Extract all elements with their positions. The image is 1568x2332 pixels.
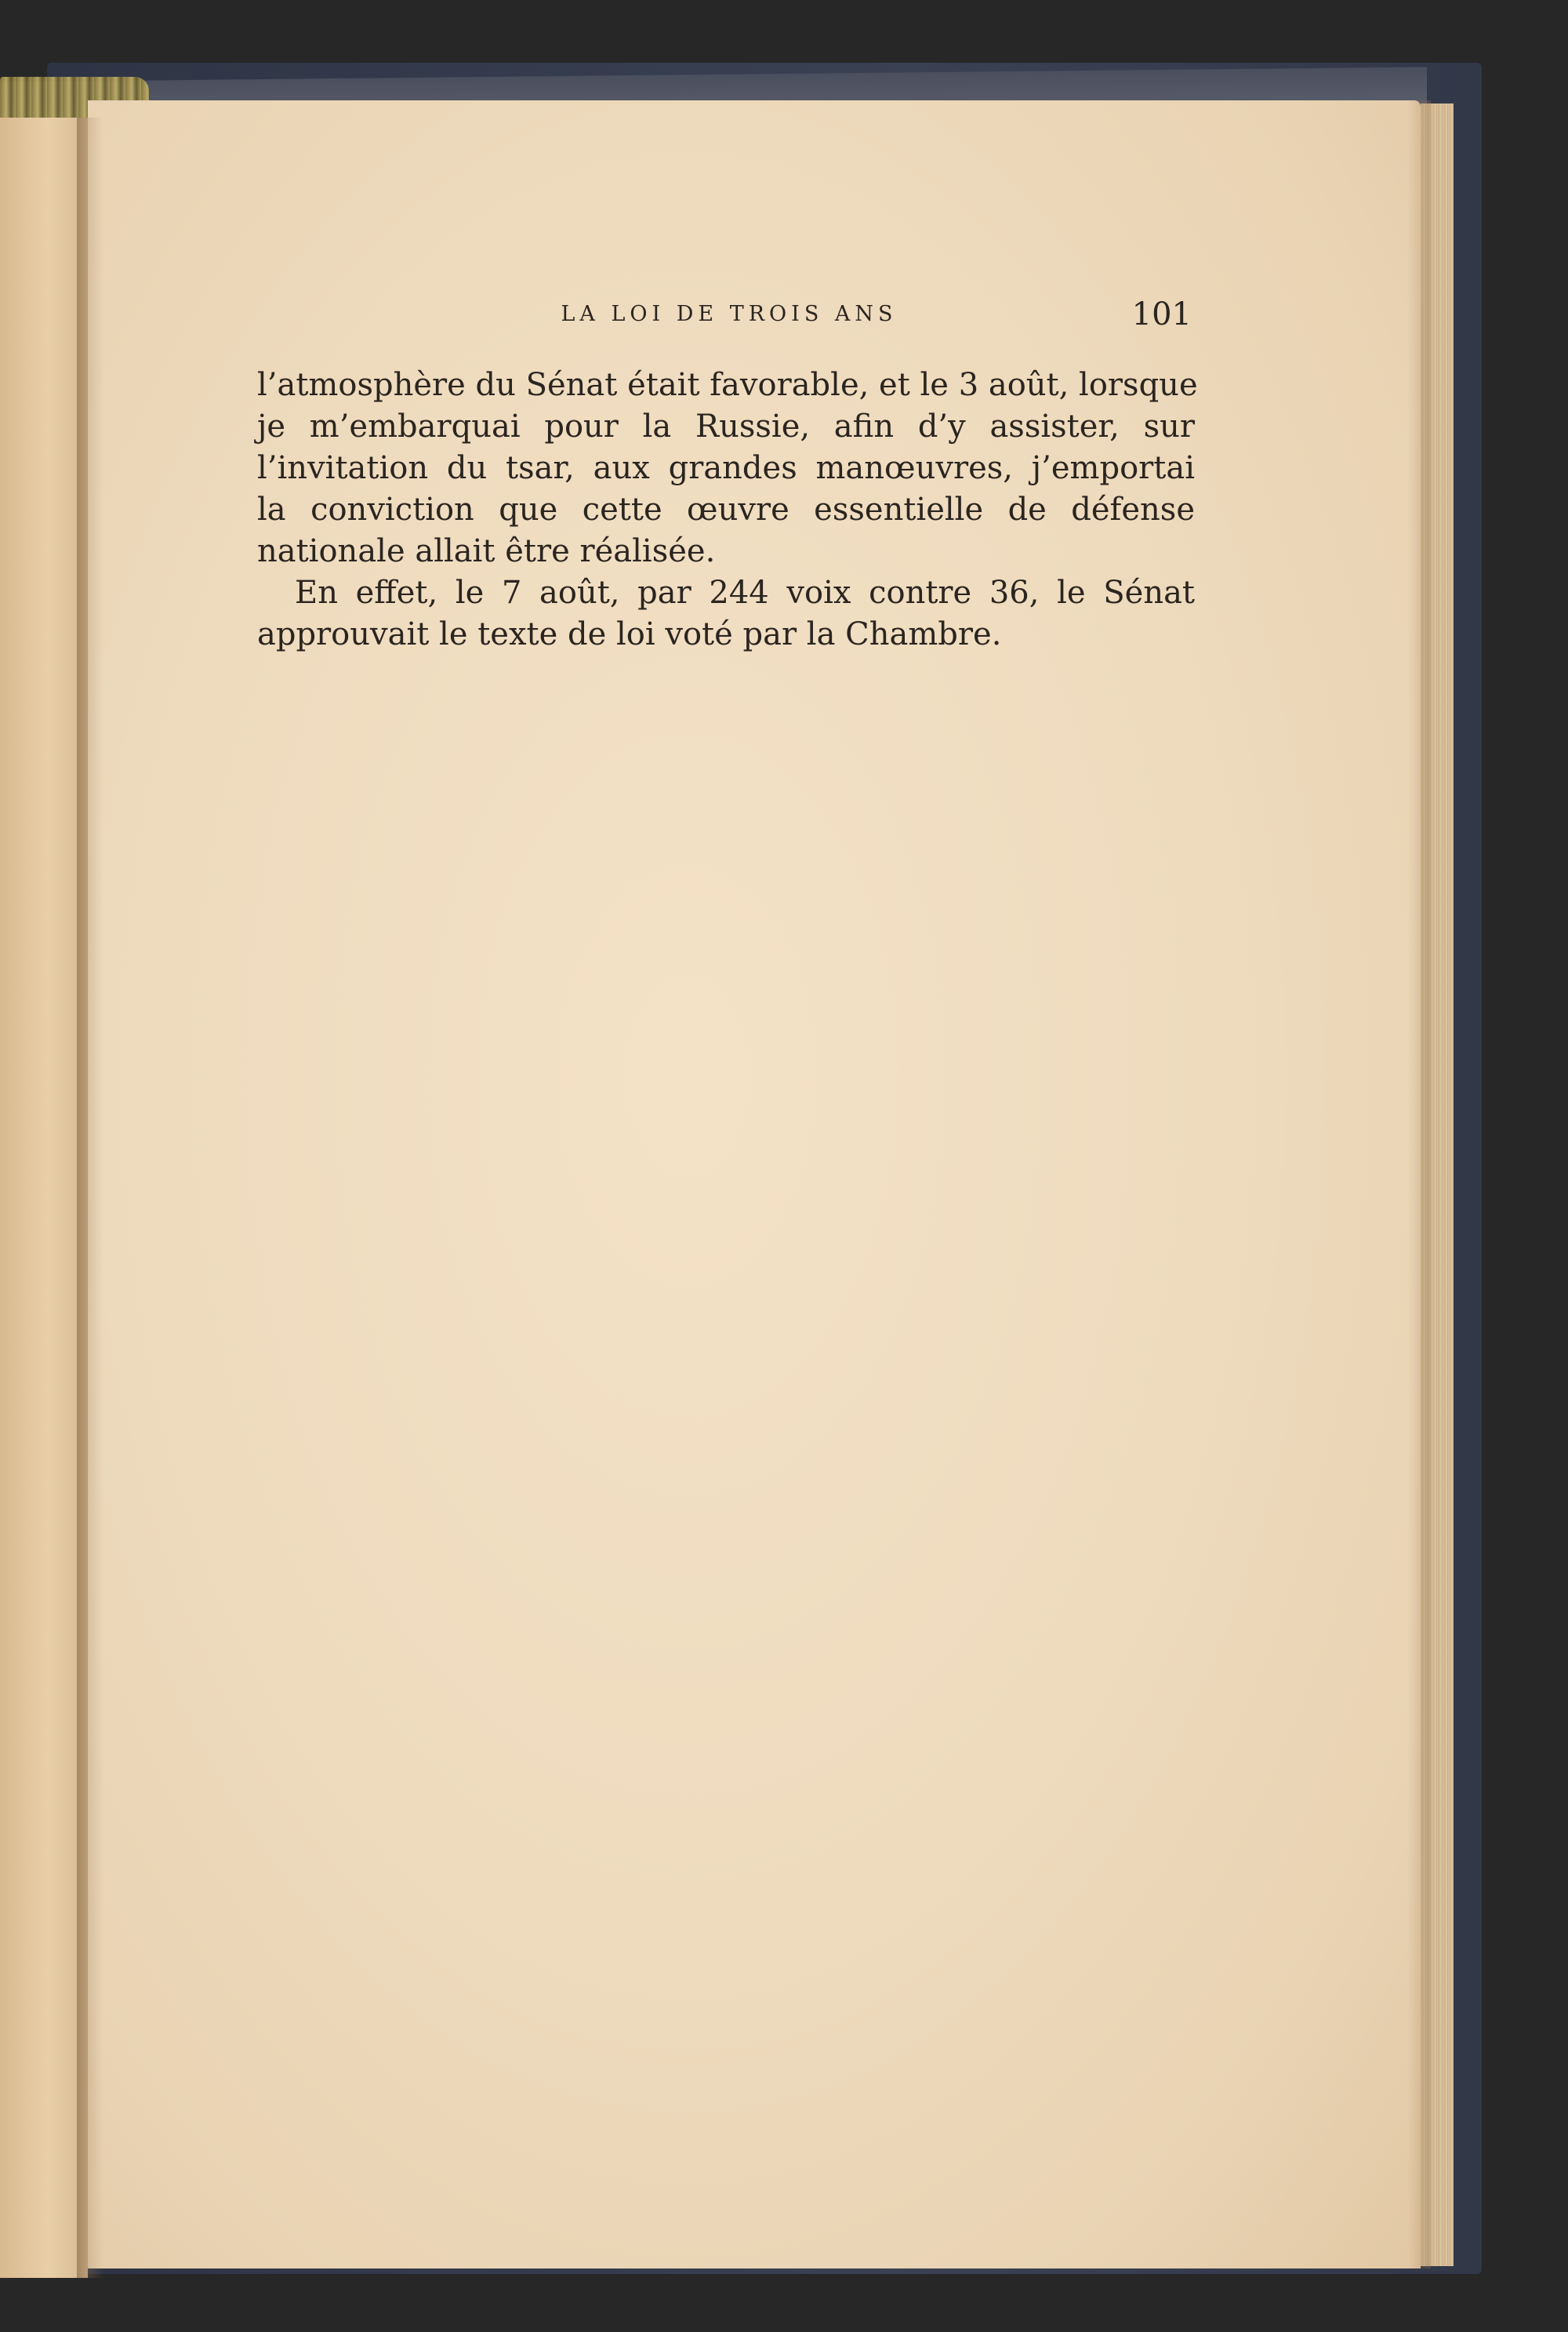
paragraph-2 [257,572,1195,656]
paragraph-1 [257,365,1198,572]
text-line: nationale allait être réalisée. [257,533,716,569]
running-head: LA LOI DE TROIS ANS [561,302,898,326]
text-line: je m’embarquai pour la Russie, afin d’y assister, sur [257,409,1195,445]
page-edge-shadow [1407,100,1431,2268]
text-line: En effet, le 7 août, par 244 voix contre 36, le Sénat [295,575,1195,611]
text-line: approuvait le texte de loi voté par la Chambre. [257,616,1002,652]
gutter-shadow [77,118,103,2278]
page-number: 101 [1131,296,1192,332]
left-page-strip [0,118,88,2278]
body-text [257,365,1198,656]
text-line: l’invitation du tsar, aux grandes manœuvres, j’emportai [257,450,1195,486]
text-line: l’atmosphère du Sénat était favorable, et le 3 août, lorsque [257,367,1198,403]
text-line: la conviction que cette œuvre essentielle de défense [257,492,1195,528]
